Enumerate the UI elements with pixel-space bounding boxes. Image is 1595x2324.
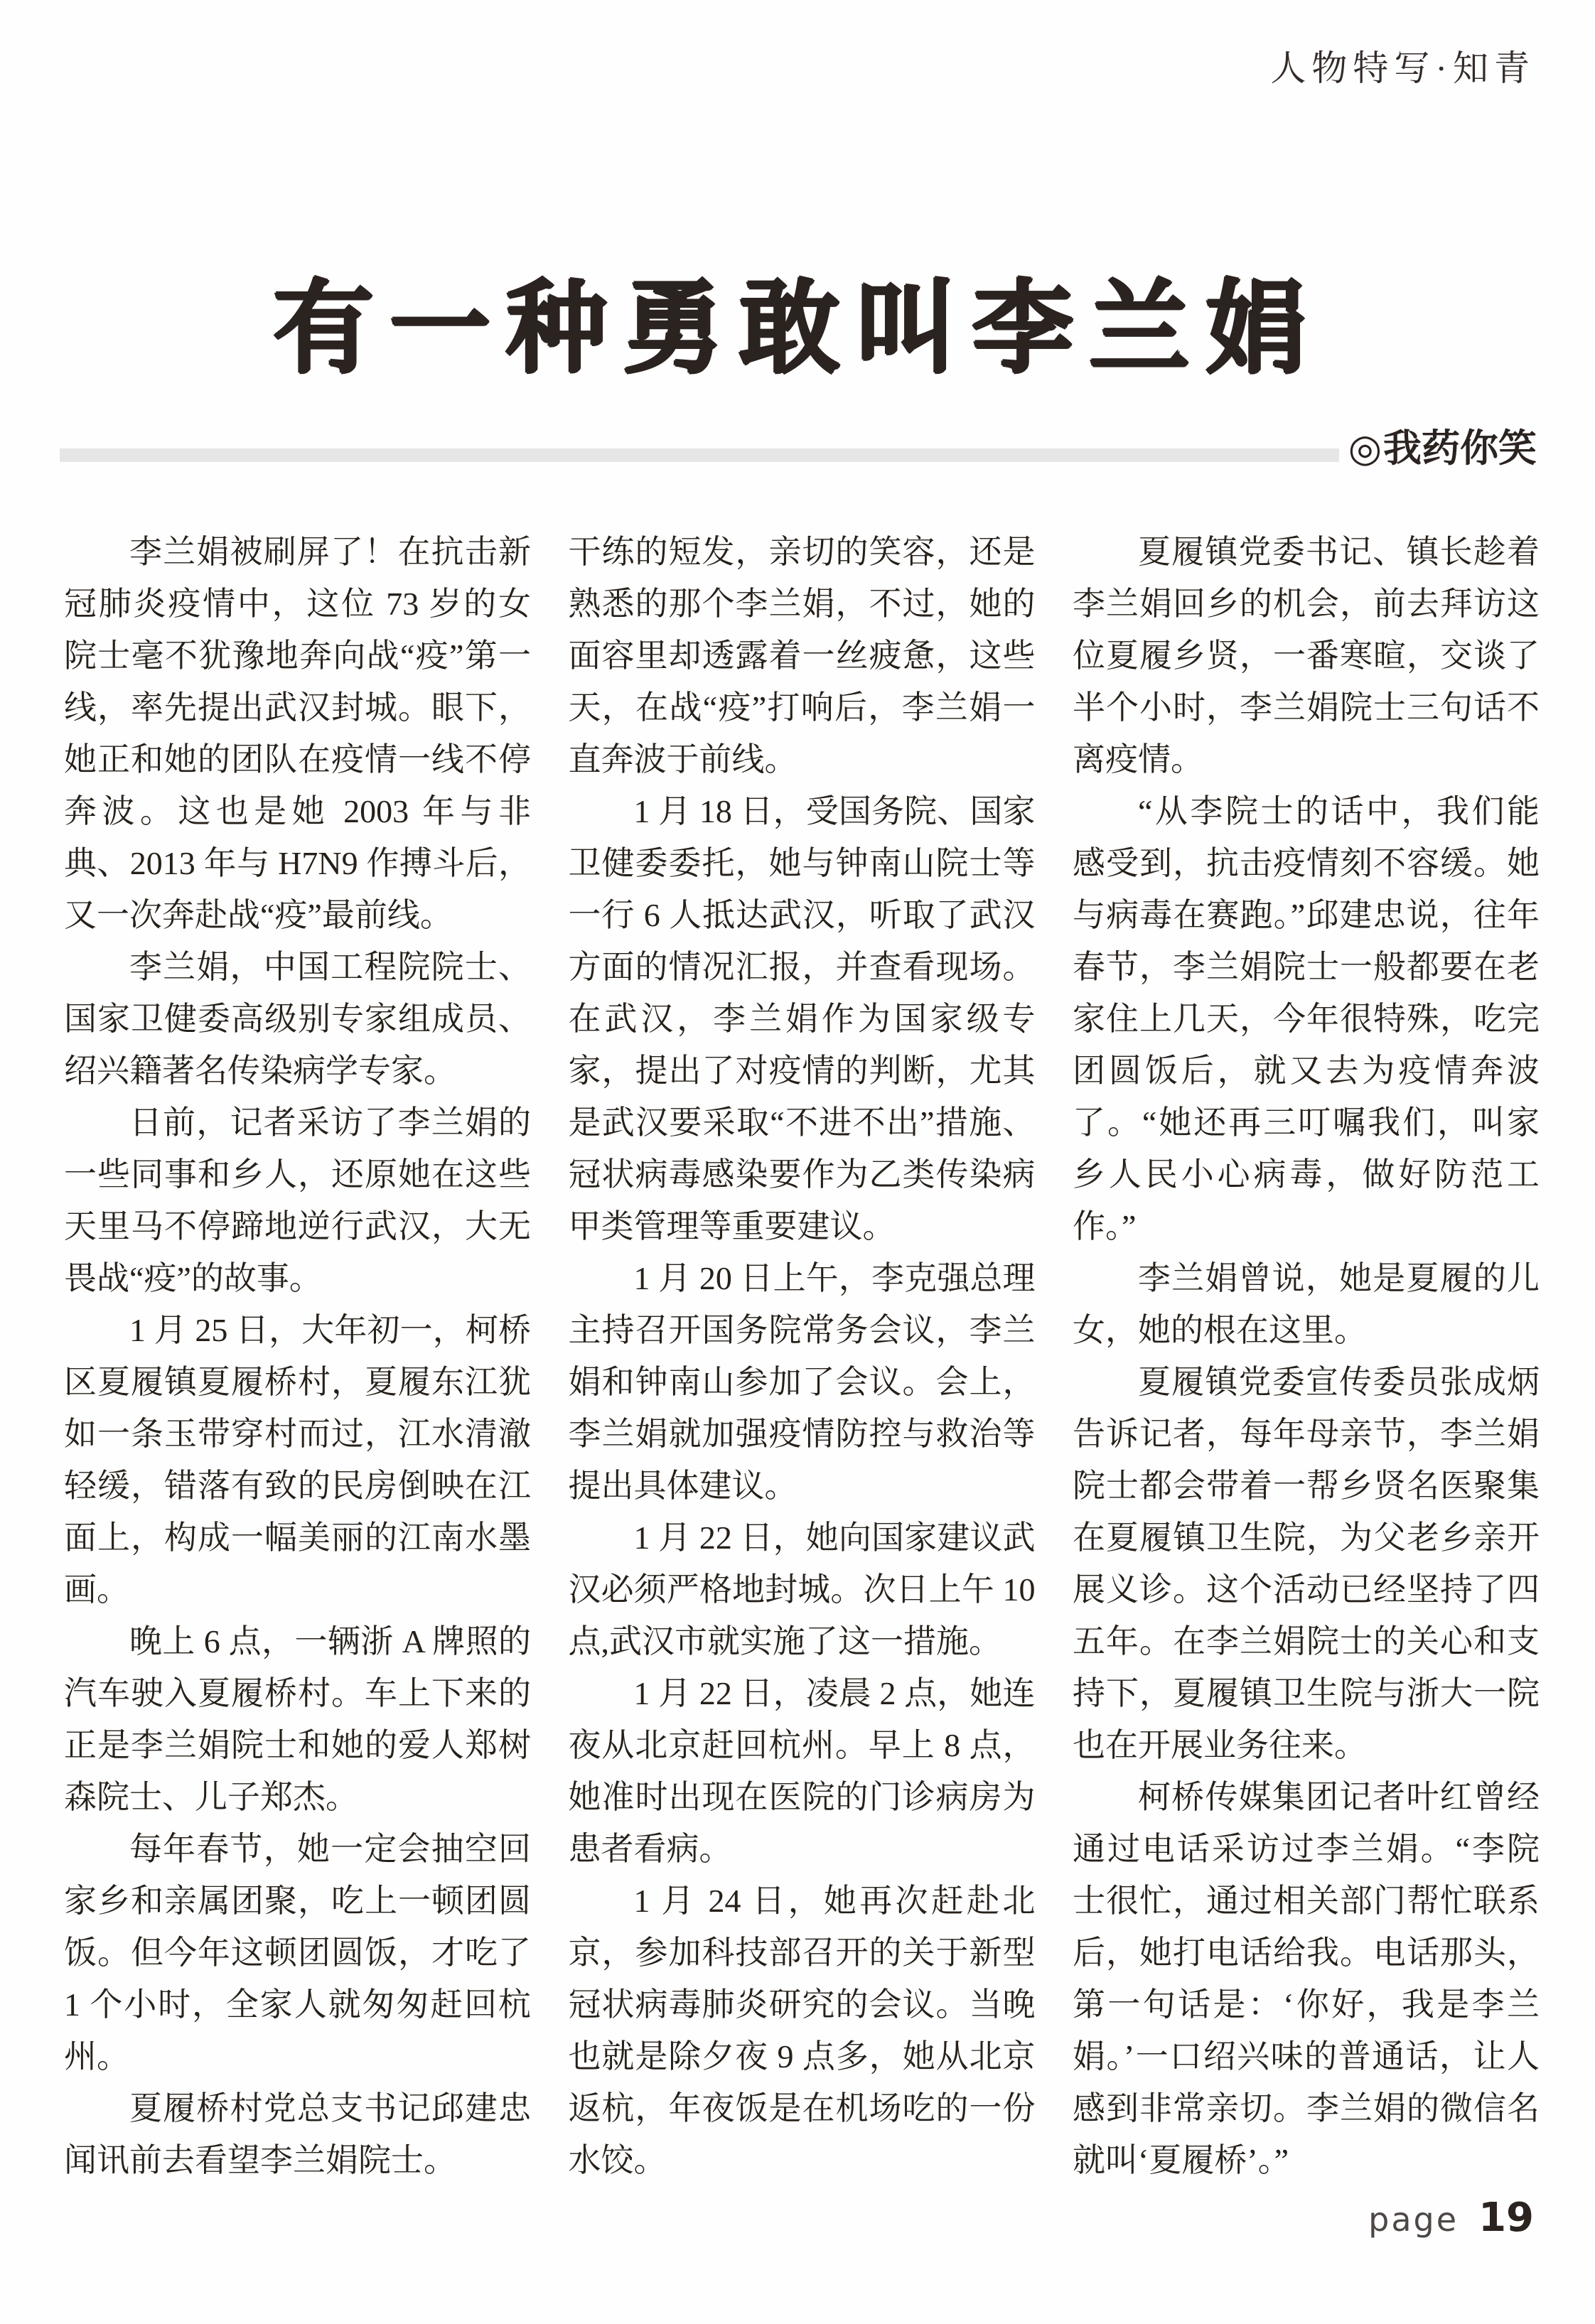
page-footer <box>1368 2195 1534 2241</box>
column-1 <box>64 526 531 2186</box>
paragraph: 1 月 22 日，凌晨 2 点，她连夜从北京赶回杭州。早上 8 点，她准时出现在医院的门诊病房为患者看病。 <box>568 1675 1036 1867</box>
page-label: page <box>1368 2200 1459 2239</box>
paragraph: 李兰娟被刷屏了！在抗击新冠肺炎疫情中，这位 73 岁的女院士毫不犹豫地奔向战“疫”第一线，率先提出武汉封城。眼下，她正和她的团队在疫情一线不停奔波。这也是她 2003 年与非典、2013 年与 H7N9 作搏斗后，又一次奔赴战“疫”最前线。 <box>64 534 531 933</box>
paragraph: 柯桥传媒集团记者叶红曾经通过电话采访过李兰娟。“李院士很忙，通过相关部门帮忙联系后，她打电话给我。电话那头，第一句话是：‘你好，我是李兰娟。’一口绍兴味的普通话，让人感到非常亲切。李兰娟的微信名就叫‘夏履桥’。” <box>1073 1779 1540 2178</box>
paragraph: 夏履镇党委宣传委员张成炳告诉记者，每年母亲节，李兰娟院士都会带着一帮乡贤名医聚集在夏履镇卫生院，为父老乡亲开展义诊。这个活动已经坚持了四五年。在李兰娟院士的关心和支持下，夏履镇卫生院与浙大一院也在开展业务往来。 <box>1073 1364 1540 1763</box>
byline-name: 我药你笑 <box>1383 427 1537 470</box>
author-bullet-icon: ◎ <box>1348 427 1382 470</box>
paragraph: “从李院士的话中，我们能感受到，抗击疫情刻不容缓。她与病毒在赛跑。”邱建忠说，往年春节，李兰娟院士一般都要在老家住上几天，今年很特殊，吃完团圆饭后，就又去为疫情奔波了。“她还再三叮嘱我们，叫家乡人民小心病毒，做好防范工作。” <box>1073 793 1540 1244</box>
column-3 <box>1073 526 1540 2186</box>
paragraph: 晚上 6 点，一辆浙 A 牌照的汽车驶入夏履桥村。车上下来的正是李兰娟院士和她的爱人郑树森院士、儿子郑杰。 <box>64 1623 531 1815</box>
paragraph: 李兰娟曾说，她是夏履的儿女，她的根在这里。 <box>1073 1260 1540 1348</box>
paragraph: 日前，记者采访了李兰娟的一些同事和乡人，还原她在这些天里马不停蹄地逆行武汉，大无畏战“疫”的故事。 <box>64 1104 531 1296</box>
paragraph: 1 月 18 日，受国务院、国家卫健委委托，她与钟南山院士等一行 6 人抵达武汉，听取了武汉方面的情况汇报，并查看现场。在武汉，李兰娟作为国家级专家，提出了对疫情的判断，尤其是武汉要采取“不进不出”措施、冠状病毒感染要作为乙类传染病甲类管理等重要建议。 <box>568 793 1036 1244</box>
paragraph: 1 月 22 日，她向国家建议武汉必须严格地封城。次日上午 10 点,武汉市就实施了这一措施。 <box>568 1519 1036 1659</box>
paragraph-continuation: 干练的短发，亲切的笑容，还是熟悉的那个李兰娟，不过，她的面容里却透露着一丝疲惫，这些天，在战“疫”打响后，李兰娟一直奔波于前线。 <box>568 534 1036 778</box>
paragraph: 1 月 20 日上午，李克强总理主持召开国务院常务会议，李兰娟和钟南山参加了会议。会上，李兰娟就加强疫情防控与救治等提出具体建议。 <box>568 1260 1036 1504</box>
article-body <box>64 526 1540 2186</box>
paragraph: 1 月 24 日，她再次赶赴北京，参加科技部召开的关于新型冠状病毒肺炎研究的会议。当晚也就是除夕夜 9 点多，她从北京返杭，年夜饭是在机场吃的一份水饺。 <box>568 1883 1036 2178</box>
paragraph: 李兰娟，中国工程院院士、国家卫健委高级别专家组成员、绍兴籍著名传染病学专家。 <box>64 949 531 1089</box>
article-title: 有一种勇敢叫李兰娟 <box>273 272 1322 385</box>
section-header: 人物特写·知青 <box>1270 48 1535 88</box>
page-number: 19 <box>1478 2195 1534 2241</box>
paragraph: 夏履桥村党总支书记邱建忠闻讯前去看望李兰娟院士。 <box>64 2090 531 2178</box>
paragraph: 夏履镇党委书记、镇长趁着李兰娟回乡的机会，前去拜访这位夏履乡贤，一番寒暄，交谈了半个小时，李兰娟院士三句话不离疫情。 <box>1073 534 1540 778</box>
byline <box>1348 418 1537 473</box>
column-2 <box>569 526 1036 2186</box>
paragraph: 1 月 25 日，大年初一，柯桥区夏履镇夏履桥村，夏履东江犹如一条玉带穿村而过，江水清澈轻缓，错落有致的民房倒映在江面上，构成一幅美丽的江南水墨画。 <box>64 1312 531 1608</box>
title-divider <box>60 448 1339 462</box>
paragraph: 每年春节，她一定会抽空回家乡和亲属团聚，吃上一顿团圆饭。但今年这顿团圆饭，才吃了 1 个小时，全家人就匆匆赶回杭州。 <box>64 1831 531 2075</box>
